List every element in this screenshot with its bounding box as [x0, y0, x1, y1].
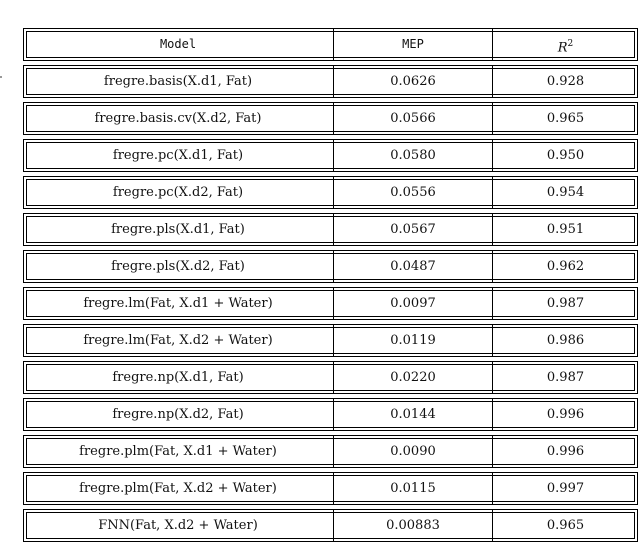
model-cell: fregre.pls(X.d1, Fat) [111, 222, 245, 237]
model-cell: fregre.np(X.d1, Fat) [112, 370, 244, 385]
table-row [23, 213, 638, 246]
mep-cell: 0.0220 [333, 362, 492, 393]
table-row [23, 324, 638, 357]
table-row [23, 65, 638, 98]
header-mep: MEP [333, 29, 492, 60]
header-r2 [492, 29, 638, 60]
r2-cell: 0.997 [492, 473, 638, 504]
model-cell: fregre.np(X.d2, Fat) [112, 407, 244, 422]
mep-cell: 0.0097 [333, 288, 492, 319]
r2-cell: 0.987 [492, 362, 638, 393]
model-cell: fregre.plm(Fat, X.d1 + Water) [79, 444, 277, 459]
model-cell: fregre.pc(X.d1, Fat) [112, 148, 244, 163]
table-row [23, 472, 638, 505]
edge-mark [0, 76, 2, 78]
r2-cell: 0.986 [492, 325, 638, 356]
table-row [23, 176, 638, 209]
table-row [23, 509, 638, 542]
mep-cell: 0.0090 [333, 436, 492, 467]
model-cell: FNN(Fat, X.d2 + Water) [98, 518, 258, 533]
mep-cell: 0.00883 [333, 510, 492, 541]
r2-cell: 0.996 [492, 436, 638, 467]
mep-cell: 0.0556 [333, 177, 492, 208]
table-row [23, 435, 638, 468]
table-row [23, 287, 638, 320]
mep-cell: 0.0580 [333, 140, 492, 171]
r2-cell: 0.950 [492, 140, 638, 171]
r2-cell: 0.965 [492, 510, 638, 541]
mep-cell: 0.0567 [333, 214, 492, 245]
results-table [23, 28, 639, 546]
table-row [23, 398, 638, 431]
model-cell: fregre.plm(Fat, X.d2 + Water) [79, 481, 277, 496]
table-row [23, 361, 638, 394]
mep-cell: 0.0626 [333, 66, 492, 97]
r2-cell: 0.951 [492, 214, 638, 245]
mep-cell: 0.0144 [333, 399, 492, 430]
r2-cell: 0.962 [492, 251, 638, 282]
mep-cell: 0.0566 [333, 103, 492, 134]
r2-cell: 0.987 [492, 288, 638, 319]
model-cell: fregre.pls(X.d2, Fat) [111, 259, 245, 274]
table-row [23, 139, 638, 172]
mep-cell: 0.0487 [333, 251, 492, 282]
header-model: Model [159, 37, 197, 51]
r2-cell: 0.965 [492, 103, 638, 134]
model-cell: fregre.pc(X.d2, Fat) [112, 185, 244, 200]
model-cell: fregre.basis(X.d1, Fat) [103, 74, 253, 89]
header-r2-base: R [557, 40, 568, 56]
model-cell: fregre.basis.cv(X.d2, Fat) [94, 111, 262, 126]
table-header-row [23, 28, 638, 61]
table-body [23, 65, 639, 542]
header-r2-exponent: 2 [567, 39, 574, 49]
r2-cell: 0.954 [492, 177, 638, 208]
mep-cell: 0.0119 [333, 325, 492, 356]
table-row [23, 102, 638, 135]
r2-cell: 0.996 [492, 399, 638, 430]
r2-cell: 0.928 [492, 66, 638, 97]
model-cell: fregre.lm(Fat, X.d2 + Water) [83, 333, 273, 348]
model-cell: fregre.lm(Fat, X.d1 + Water) [83, 296, 273, 311]
mep-cell: 0.0115 [333, 473, 492, 504]
table-row [23, 250, 638, 283]
